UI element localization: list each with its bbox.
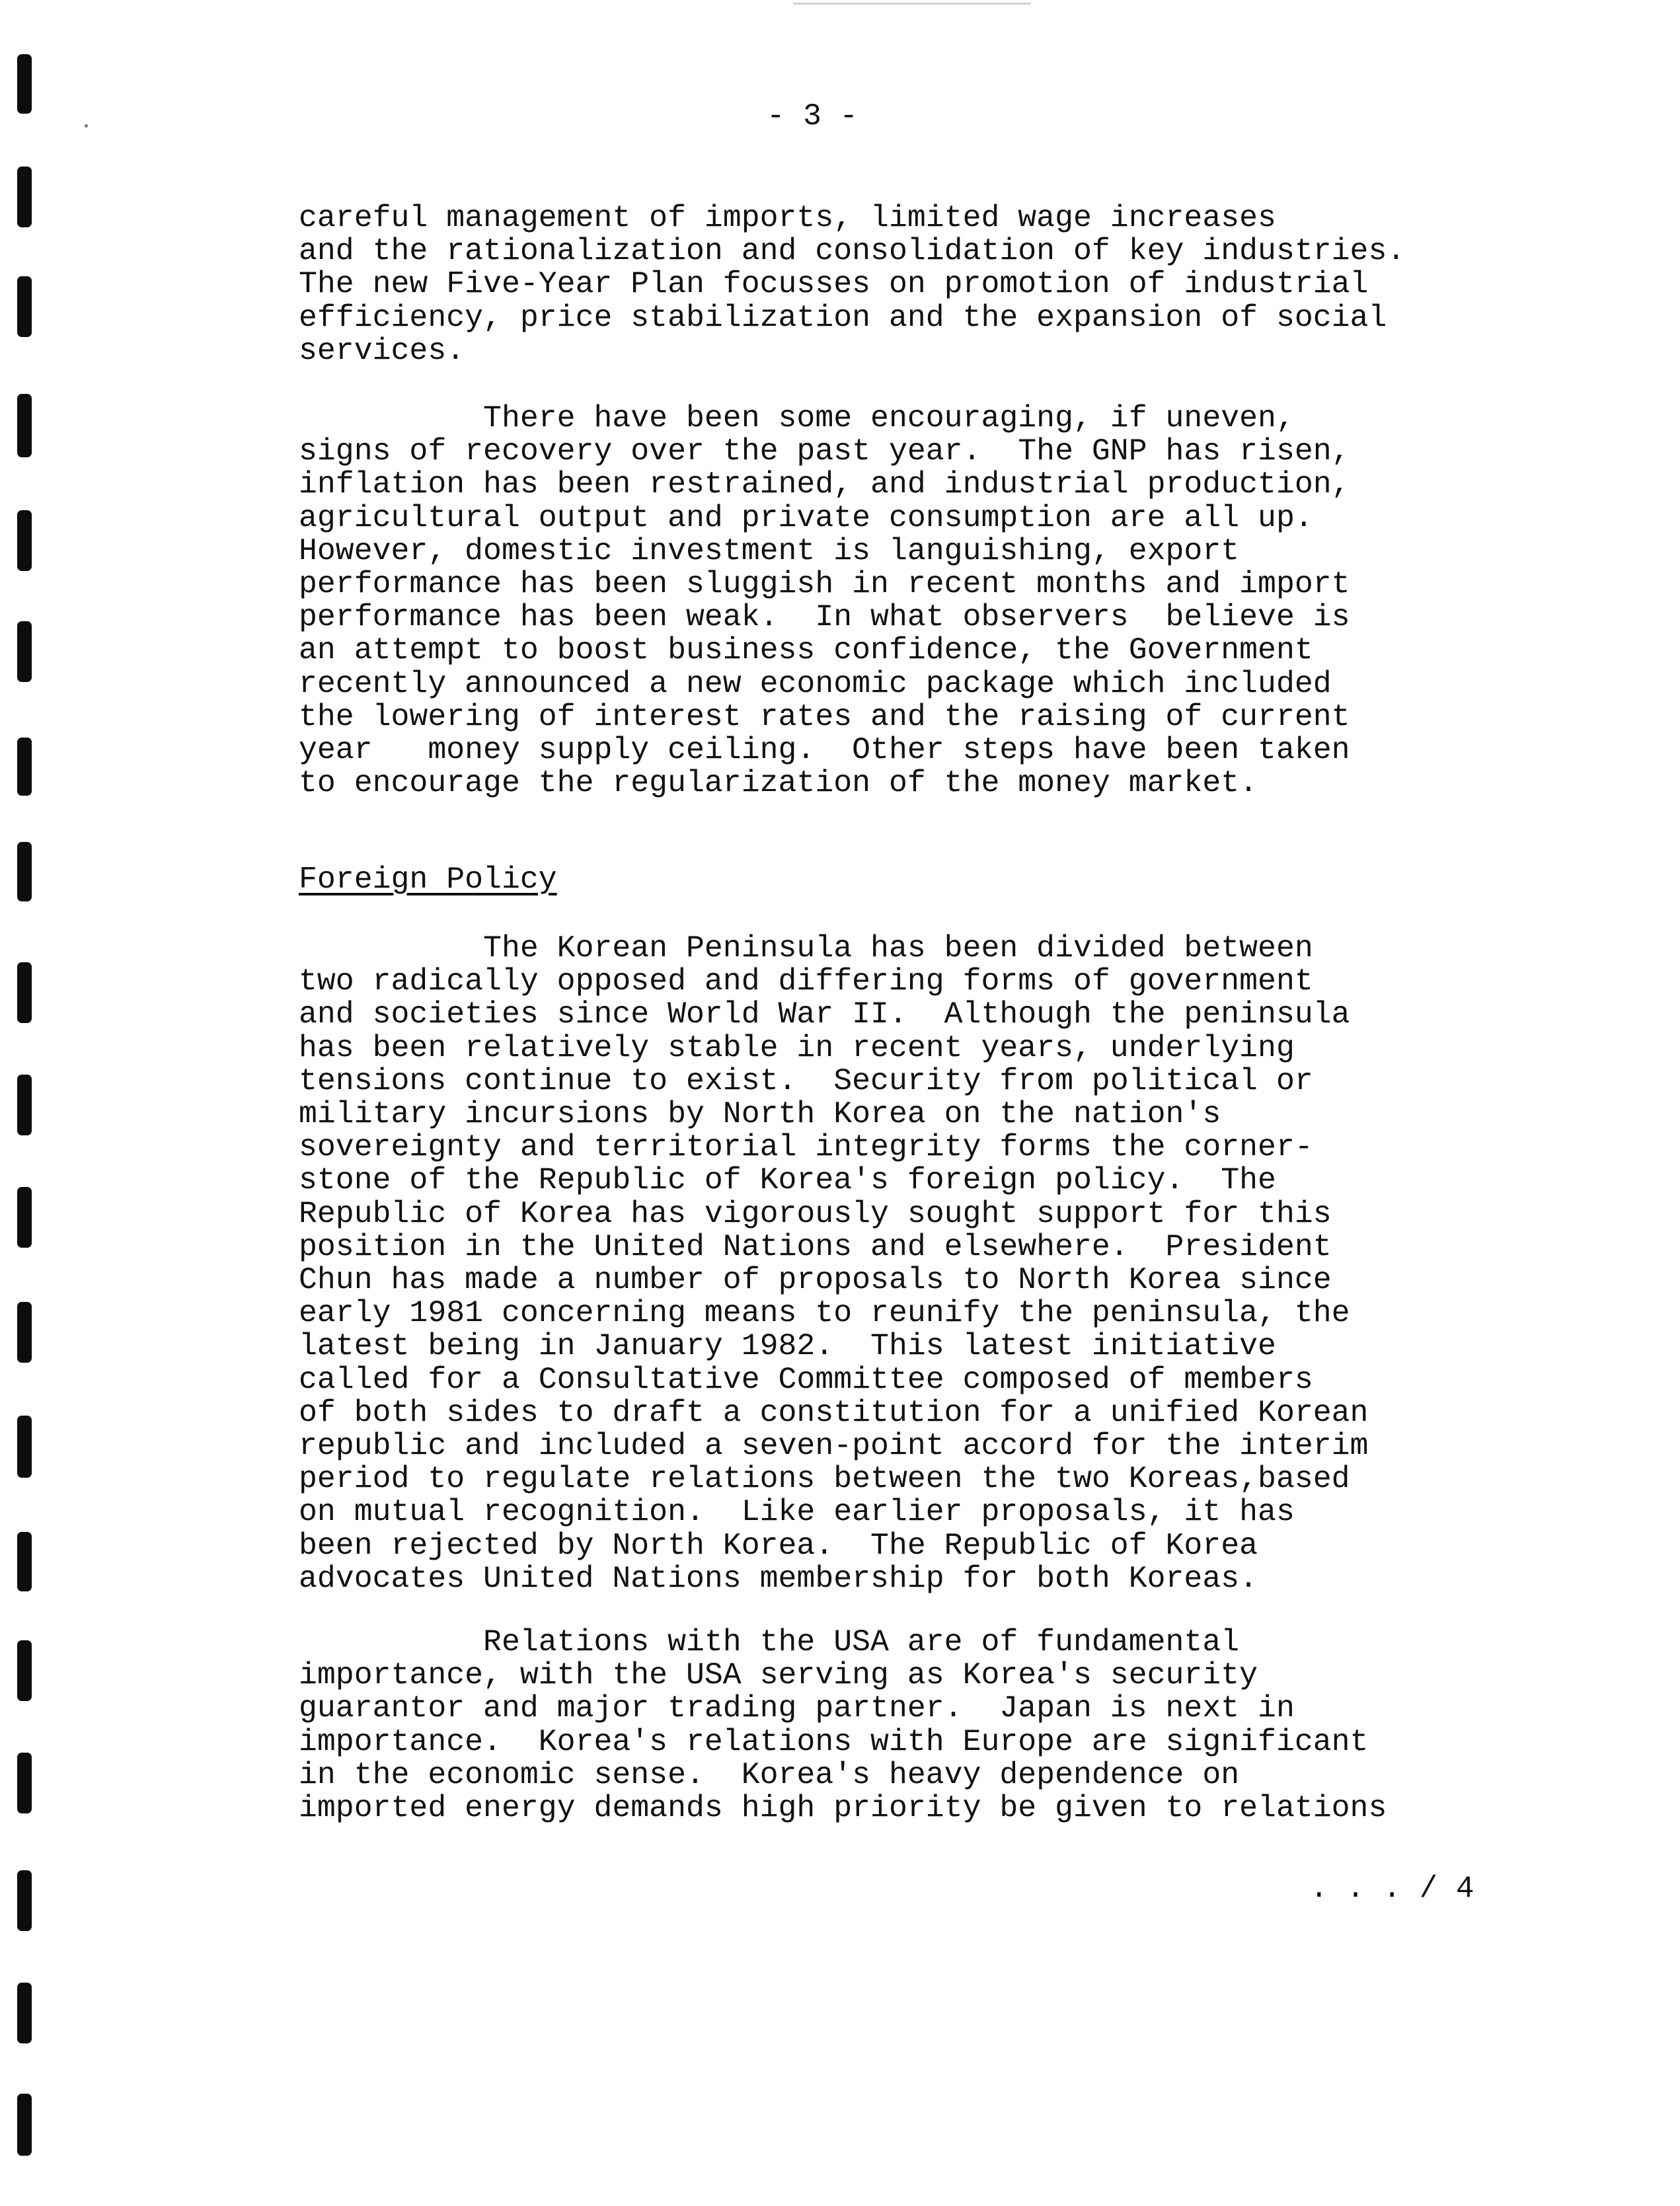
punch-hole-mark [17, 1075, 32, 1135]
text-line: agricultural output and private consumption are all up. [299, 500, 1313, 535]
paragraph [299, 202, 1488, 367]
punch-hole-mark [17, 1640, 32, 1701]
text-line: careful management of imports, limited wage increases [299, 200, 1276, 235]
text-line: of both sides to draft a constitution for a unified Korean [299, 1394, 1369, 1430]
punch-hole-mark [17, 1532, 32, 1591]
punch-hole-mark [17, 510, 32, 571]
text-line: The Korean Peninsula has been divided between [299, 931, 1313, 966]
punch-hole-mark [17, 167, 32, 227]
paragraph [299, 932, 1488, 1595]
punch-hole-mark [17, 621, 32, 682]
punch-hole-mark [17, 962, 32, 1023]
punch-hole-mark [17, 276, 32, 337]
text-line: to encourage the regularization of the money market. [299, 765, 1258, 801]
text-line: and the rationalization and consolidation of key industries. [299, 233, 1406, 269]
text-line: The new Five-Year Plan focusses on promotion of industrial [299, 266, 1369, 302]
text-line: two radically opposed and differing forms of government [299, 964, 1313, 999]
text-line: and societies since World War II. Although the peninsula [299, 997, 1350, 1032]
text-line: performance has been sluggish in recent months and import [299, 566, 1350, 602]
text-line: importance, with the USA serving as Korea's security [299, 1657, 1258, 1693]
text-line: performance has been weak. In what observers believe is [299, 599, 1350, 635]
text-line: on mutual recognition. Like earlier proposals, it has [299, 1494, 1295, 1530]
punch-hole-mark [17, 394, 32, 457]
scan-speck [85, 124, 88, 128]
text-line: sovereignty and territorial integrity forms the corner- [299, 1129, 1313, 1165]
text-line: services. [299, 332, 465, 368]
text-line: military incursions by North Korea on the nation's [299, 1096, 1221, 1132]
scan-speck [793, 3, 1031, 5]
text-line: tensions continue to exist. Security from political or [299, 1063, 1313, 1098]
punch-hole-mark [17, 1187, 32, 1248]
text-line: efficiency, price stabilization and the expansion of social [299, 299, 1387, 335]
text-line: Republic of Korea has vigorously sought support for this [299, 1196, 1332, 1231]
text-line: position in the United Nations and elsewhere. President [299, 1229, 1332, 1264]
text-line: early 1981 concerning means to reunify the peninsula, the [299, 1295, 1350, 1331]
text-line: There have been some encouraging, if uneven, [299, 400, 1295, 436]
punch-hole-mark [17, 1302, 32, 1363]
text-line: called for a Consultative Committee composed of members [299, 1361, 1313, 1397]
text-line: has been relatively stable in recent years, underlying [299, 1030, 1295, 1065]
text-line: Relations with the USA are of fundamental [299, 1624, 1240, 1659]
text-line: Chun has made a number of proposals to North Korea since [299, 1262, 1332, 1298]
punch-hole-mark [17, 1870, 32, 1931]
text-line: However, domestic investment is languishing, export [299, 533, 1240, 568]
text-line: year money supply ceiling. Other steps have been taken [299, 732, 1350, 768]
paragraph [299, 1626, 1488, 1825]
text-line: stone of the Republic of Korea's foreign policy. The [299, 1162, 1276, 1198]
punch-hole-mark [17, 1416, 32, 1478]
text-line: advocates United Nations membership for both Koreas. [299, 1560, 1258, 1596]
punch-hole-mark [17, 738, 32, 796]
punch-hole-mark [17, 842, 32, 901]
text-line: inflation has been restrained, and industrial production, [299, 467, 1350, 502]
continuation-marker: . . . / 4 [1310, 1872, 1474, 1906]
paragraph [299, 402, 1488, 800]
punch-hole-mark [17, 1753, 32, 1813]
text-line: period to regulate relations between the two Koreas,based [299, 1461, 1350, 1497]
text-line: imported energy demands high priority be given to relations [299, 1790, 1387, 1826]
text-line: latest being in January 1982. This latest initiative [299, 1328, 1276, 1364]
text-line: an attempt to boost business confidence, the Government [299, 632, 1313, 668]
section-heading: Foreign Policy [299, 862, 557, 897]
text-line: importance. Korea's relations with Europe are significant [299, 1724, 1369, 1759]
punch-hole-mark [17, 2094, 32, 2156]
text-line: the lowering of interest rates and the raising of current [299, 699, 1350, 734]
text-line: signs of recovery over the past year. The GNP has risen, [299, 434, 1350, 469]
text-line: in the economic sense. Korea's heavy dependence on [299, 1757, 1240, 1792]
text-line: been rejected by North Korea. The Republic of Korea [299, 1527, 1258, 1563]
punch-hole-mark [17, 1983, 32, 2043]
text-line: guarantor and major trading partner. Japan is next in [299, 1691, 1295, 1726]
punch-hole-mark [17, 54, 32, 114]
text-line: recently announced a new economic package which included [299, 666, 1332, 701]
page-number: - 3 - [767, 99, 859, 133]
text-line: republic and included a seven-point accord for the interim [299, 1428, 1369, 1464]
